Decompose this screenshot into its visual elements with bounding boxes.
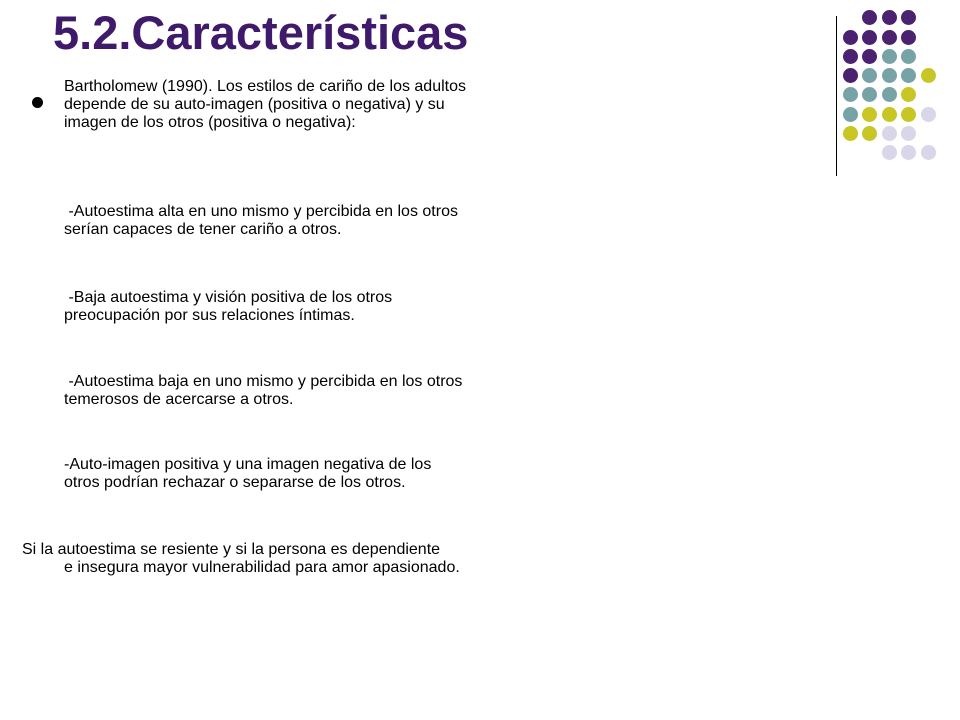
decorative-dot	[882, 145, 897, 160]
decorative-dot	[901, 145, 916, 160]
bullet-icon	[32, 97, 43, 108]
attachment-item-3	[64, 373, 884, 409]
decorative-dot	[882, 87, 897, 102]
item-line: -Autoestima alta en uno mismo y percibida en los otros	[64, 203, 458, 220]
item-line: preocupación por sus relaciones íntimas.	[64, 307, 355, 324]
intro-line: imagen de los otros (positiva o negativa):	[64, 114, 356, 131]
decorative-dot	[901, 49, 916, 64]
decorative-dot	[882, 126, 897, 141]
slide-title: 5.2.Características	[53, 6, 469, 59]
decorative-dot	[901, 10, 916, 25]
item-line: -Baja autoestima y visión positiva de los otros	[64, 289, 393, 306]
item-line: -Autoestima baja en uno mismo y percibida en los otros	[64, 373, 463, 390]
item-line: otros podrían rechazar o separarse de los otros.	[64, 474, 406, 491]
item-line: serían capaces de tener cariño a otros.	[64, 221, 342, 238]
conclusion-line: Si la autoestima se resiente y si la persona es dependiente	[22, 541, 441, 558]
decorative-dot	[921, 68, 936, 83]
decorative-dot	[901, 126, 916, 141]
decorative-dot	[901, 87, 916, 102]
decorative-dot	[901, 30, 916, 45]
decorative-dot	[862, 10, 877, 25]
decorative-dot	[882, 10, 897, 25]
decorative-dot	[882, 30, 897, 45]
intro-line: Bartholomew (1990). Los estilos de cariño de los adultos	[64, 78, 466, 95]
attachment-item-4	[64, 456, 884, 492]
conclusion-paragraph	[22, 541, 882, 577]
intro-paragraph	[64, 78, 884, 132]
decorative-dot	[921, 145, 936, 160]
decorative-dot	[862, 30, 877, 45]
decorative-dot	[882, 68, 897, 83]
decorative-dot	[921, 107, 936, 122]
decorative-dot	[843, 30, 858, 45]
attachment-item-2	[64, 289, 884, 325]
decorative-dot	[901, 68, 916, 83]
conclusion-line: e insegura mayor vulnerabilidad para amor apasionado.	[64, 559, 460, 576]
decorative-dot	[882, 107, 897, 122]
decorative-dot	[862, 49, 877, 64]
decorative-dot	[882, 49, 897, 64]
attachment-item-1	[64, 203, 884, 239]
intro-line: depende de su auto-imagen (positiva o negativa) y su	[64, 96, 445, 113]
item-line: temerosos de acercarse a otros.	[64, 391, 294, 408]
item-line: -Auto-imagen positiva y una imagen negativa de los	[64, 456, 432, 473]
decorative-dot	[843, 49, 858, 64]
decorative-dot	[901, 107, 916, 122]
